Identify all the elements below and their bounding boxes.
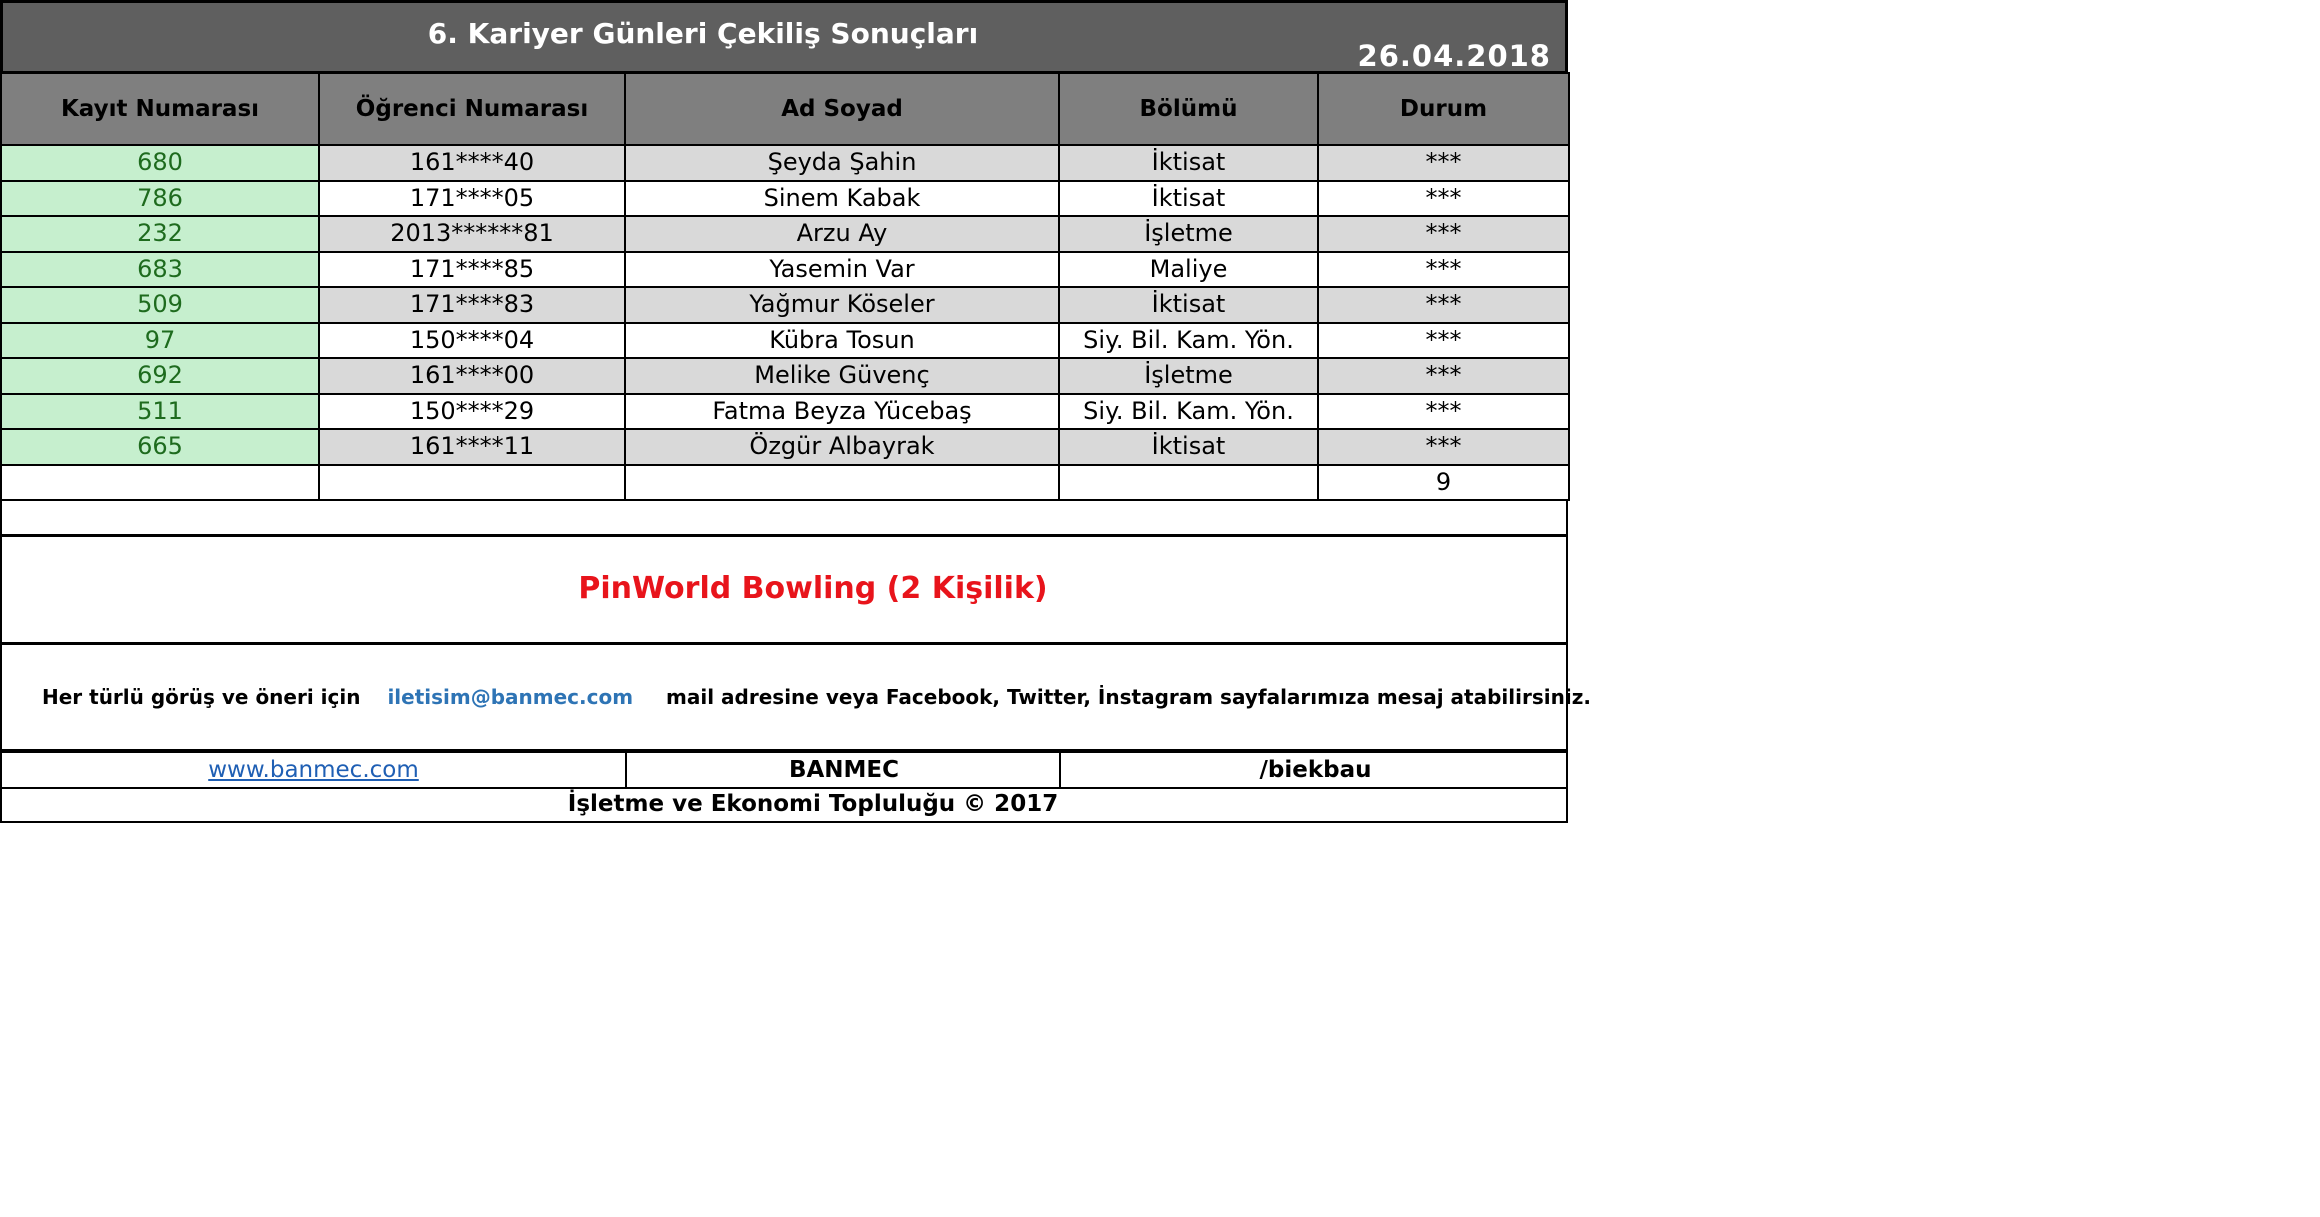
empty-cell — [319, 465, 625, 501]
page-title: 6. Kariyer Günleri Çekiliş Sonuçları — [427, 17, 979, 50]
table-row — [1, 145, 1569, 181]
contact-line — [42, 685, 1591, 709]
contact-section — [0, 645, 1591, 751]
column-header-status: Durum — [1318, 73, 1569, 145]
name-cell: Yağmur Köseler — [625, 287, 1059, 323]
name-cell: Fatma Beyza Yücebaş — [625, 394, 1059, 430]
reg-no-cell: 511 — [1, 394, 319, 430]
department-cell: İktisat — [1059, 429, 1318, 465]
prize-section — [0, 537, 1568, 645]
student-no-cell: 171****83 — [319, 287, 625, 323]
results-table — [0, 72, 1570, 501]
footer-social-handle: /biekbau — [1059, 753, 1570, 787]
name-cell: Özgür Albayrak — [625, 429, 1059, 465]
reg-no-cell: 509 — [1, 287, 319, 323]
spacer-row — [0, 499, 1568, 537]
website-link[interactable]: www.banmec.com — [208, 757, 419, 783]
status-cell: *** — [1318, 145, 1569, 181]
contact-suffix: mail adresine veya Facebook, Twitter, İnstagram sayfalarımıza mesaj atabilirsiniz. — [666, 685, 1591, 709]
department-cell: İktisat — [1059, 181, 1318, 217]
department-cell: İktisat — [1059, 145, 1318, 181]
table-row — [1, 216, 1569, 252]
draw-date: 26.04.2018 — [1357, 39, 1551, 73]
status-cell: *** — [1318, 323, 1569, 359]
name-cell: Yasemin Var — [625, 252, 1059, 288]
status-cell: *** — [1318, 394, 1569, 430]
reg-no-cell: 97 — [1, 323, 319, 359]
status-cell: *** — [1318, 287, 1569, 323]
table-row — [1, 358, 1569, 394]
name-cell: Sinem Kabak — [625, 181, 1059, 217]
name-cell: Melike Güvenç — [625, 358, 1059, 394]
reg-no-cell: 680 — [1, 145, 319, 181]
department-cell: Maliye — [1059, 252, 1318, 288]
department-cell: İktisat — [1059, 287, 1318, 323]
copyright-row — [0, 789, 1568, 823]
table-row — [1, 252, 1569, 288]
department-cell: İşletme — [1059, 216, 1318, 252]
copyright-text: İşletme ve Ekonomi Topluluğu © 2017 — [567, 791, 1059, 817]
name-cell: Kübra Tosun — [625, 323, 1059, 359]
student-no-cell: 161****40 — [319, 145, 625, 181]
student-no-cell: 2013******81 — [319, 216, 625, 252]
column-header-reg-no: Kayıt Numarası — [1, 73, 319, 145]
footer-row — [0, 751, 1568, 789]
reg-no-cell: 232 — [1, 216, 319, 252]
department-cell: İşletme — [1059, 358, 1318, 394]
footer-brand: BANMEC — [625, 753, 1061, 787]
table-row — [1, 323, 1569, 359]
results-sheet — [0, 0, 1591, 823]
student-no-cell: 171****05 — [319, 181, 625, 217]
student-no-cell: 150****04 — [319, 323, 625, 359]
student-no-cell: 161****00 — [319, 358, 625, 394]
title-bar — [0, 0, 1568, 74]
footer-website-cell — [2, 753, 625, 787]
department-cell: Siy. Bil. Kam. Yön. — [1059, 394, 1318, 430]
student-no-cell: 171****85 — [319, 252, 625, 288]
reg-no-cell: 786 — [1, 181, 319, 217]
column-header-name: Ad Soyad — [625, 73, 1059, 145]
contact-email-link[interactable]: iletisim@banmec.com — [387, 685, 634, 709]
name-cell: Arzu Ay — [625, 216, 1059, 252]
reg-no-cell: 683 — [1, 252, 319, 288]
table-row — [1, 394, 1569, 430]
name-cell: Şeyda Şahin — [625, 145, 1059, 181]
student-no-cell: 161****11 — [319, 429, 625, 465]
reg-no-cell: 692 — [1, 358, 319, 394]
department-cell: Siy. Bil. Kam. Yön. — [1059, 323, 1318, 359]
table-row — [1, 181, 1569, 217]
winner-count: 9 — [1318, 465, 1569, 501]
table-row — [1, 429, 1569, 465]
total-row — [1, 465, 1569, 501]
status-cell: *** — [1318, 181, 1569, 217]
student-no-cell: 150****29 — [319, 394, 625, 430]
prize-title: PinWorld Bowling (2 Kişilik) — [578, 571, 1048, 606]
status-cell: *** — [1318, 216, 1569, 252]
status-cell: *** — [1318, 358, 1569, 394]
contact-prefix: Her türlü görüş ve öneri için — [42, 685, 361, 709]
table-row — [1, 287, 1569, 323]
empty-cell — [1059, 465, 1318, 501]
table-header-row — [1, 73, 1569, 145]
reg-no-cell: 665 — [1, 429, 319, 465]
empty-cell — [1, 465, 319, 501]
column-header-department: Bölümü — [1059, 73, 1318, 145]
status-cell: *** — [1318, 429, 1569, 465]
empty-cell — [625, 465, 1059, 501]
column-header-student-no: Öğrenci Numarası — [319, 73, 625, 145]
status-cell: *** — [1318, 252, 1569, 288]
